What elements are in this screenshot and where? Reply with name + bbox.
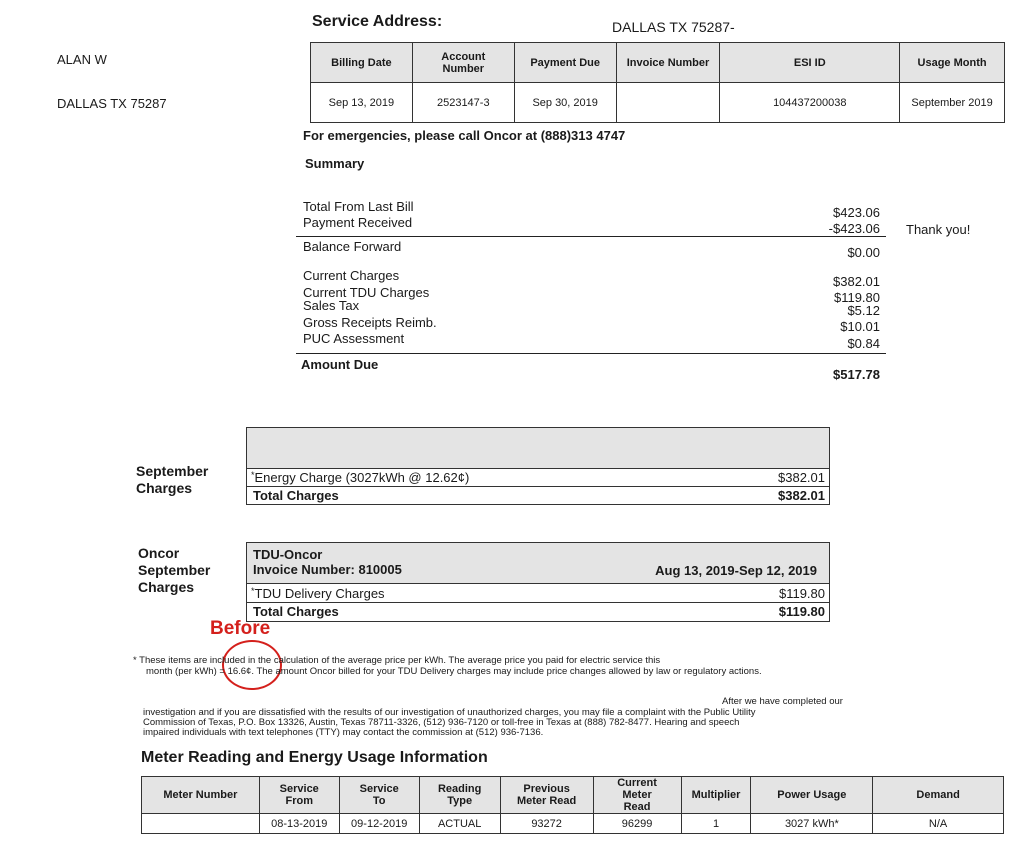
service-address-label: Service Address: [312, 13, 443, 30]
reading-type-value: ACTUAL [419, 814, 500, 834]
summary-divider-1 [296, 236, 886, 237]
energy-charge-value: $382.01 [778, 470, 825, 485]
invoice-number-value [616, 83, 720, 123]
puc-assessment-value: $0.84 [847, 336, 880, 351]
current-tdu-value: $119.80 [833, 290, 880, 305]
meter-number-header: Meter Number [142, 777, 260, 814]
service-to-value: 09-12-2019 [339, 814, 419, 834]
current-meter-read-value: 96299 [593, 814, 681, 834]
energy-charge-marker: * [251, 470, 255, 480]
service-address-value: DALLAS TX 75287- [612, 19, 735, 35]
payment-received-value: -$423.06 [828, 221, 880, 236]
current-charges-label: Current Charges [303, 268, 400, 283]
total-from-last-bill-label: Total From Last Bill [303, 199, 414, 214]
energy-charge-row [251, 470, 469, 485]
puc-assessment-label: PUC Assessment [303, 331, 405, 346]
esi-id-value: 104437200038 [720, 83, 900, 123]
total-from-last-bill-value: $423.06 [833, 205, 880, 220]
before-annotation-label: Before [210, 618, 271, 639]
power-usage-value: 3027 kWh* [751, 814, 873, 834]
payment-due-header: Payment Due [514, 43, 616, 83]
multiplier-value: 1 [681, 814, 751, 834]
amount-due-value: $517.78 [833, 367, 880, 382]
oncor-charges-title [138, 545, 210, 596]
power-usage-header: Power Usage [751, 777, 873, 814]
september-charges-title-line1: September [136, 463, 209, 479]
current-meter-read-header: Current Meter Read [593, 777, 681, 814]
multiplier-header: Multiplier [681, 777, 751, 814]
tdu-delivery-row [251, 586, 385, 601]
service-to-header: Service To [339, 777, 419, 814]
previous-meter-read-header: Previous Meter Read [500, 777, 593, 814]
customer-name: ALAN W [57, 52, 107, 67]
payment-received-label: Payment Received [303, 215, 413, 230]
tdu-delivery-marker: * [251, 586, 255, 596]
service-from-header: Service From [259, 777, 339, 814]
september-charges-box [246, 427, 830, 505]
previous-meter-read-value: 93272 [500, 814, 593, 834]
customer-city: DALLAS TX 75287 [57, 96, 167, 111]
sales-tax-label: Sales Tax [303, 298, 360, 313]
gross-receipts-value: $10.01 [840, 319, 880, 334]
energy-charge-label: Energy Charge (3027kWh @ 12.62¢) [254, 470, 470, 485]
summary-title: Summary [305, 156, 365, 171]
usage-month-value: September 2019 [900, 83, 1005, 123]
oncor-charges-title-line1: Oncor [138, 545, 180, 561]
current-tdu-label: Current TDU Charges [303, 285, 430, 300]
current-charges-value: $382.01 [833, 274, 880, 289]
footnote-line-3: After we have completed our [722, 696, 843, 707]
oncor-invoice-number: Invoice Number: 810005 [253, 562, 402, 577]
meter-reading-table [141, 776, 1004, 834]
reading-type-header: Reading Type [419, 777, 500, 814]
september-charges-title-line2: Charges [136, 480, 193, 496]
september-total-value: $382.01 [778, 488, 825, 503]
tdu-delivery-value: $119.80 [778, 586, 825, 601]
meter-number-value [142, 814, 260, 834]
payment-due-value: Sep 30, 2019 [514, 83, 616, 123]
amount-due-label: Amount Due [301, 357, 379, 372]
oncor-charges-title-line3: Charges [138, 579, 195, 595]
oncor-provider: TDU-Oncor [253, 547, 323, 562]
service-from-value: 08-13-2019 [259, 814, 339, 834]
energy-row-divider [247, 486, 829, 487]
account-number-header: Account Number [412, 43, 514, 83]
tdu-delivery-label: TDU Delivery Charges [254, 586, 385, 601]
invoice-number-header: Invoice Number [616, 43, 720, 83]
footnote-line-1: * These items are included in the calculation of the average price per kWh. The average price you paid for electric service this [133, 655, 661, 666]
oncor-total-label: Total Charges [253, 604, 339, 619]
thank-you-text: Thank you! [906, 222, 971, 237]
billing-date-header: Billing Date [311, 43, 413, 83]
september-total-label: Total Charges [253, 488, 339, 503]
usage-month-header: Usage Month [900, 43, 1005, 83]
footnote-line-5: Commission of Texas, P.O. Box 13326, Austin, Texas 78711-3326, (512) 936-7120 or toll-free in Texas at (888) 782-8477. Hearing and speech [143, 717, 740, 728]
esi-id-header: ESI ID [720, 43, 900, 83]
summary-divider-2 [296, 353, 886, 354]
tdu-row-divider [247, 602, 829, 603]
gross-receipts-label: Gross Receipts Reimb. [303, 315, 437, 330]
oncor-charges-title-line2: September [138, 562, 211, 578]
sales-tax-value: $5.12 [847, 303, 880, 318]
emergency-notice: For emergencies, please call Oncor at (888)313 4747 [303, 128, 626, 143]
meter-section-title: Meter Reading and Energy Usage Information [141, 749, 488, 766]
billing-info-table [310, 42, 1005, 123]
footnote-line-2: month (per kWh) = 16.6¢. The amount Oncor billed for your TDU Delivery charges may include price changes allowed by law or regulatory actions. [146, 666, 762, 677]
footnote-line-4: investigation and if you are dissatisfied with the results of our investigation of unauthorized charges, you may file a complaint with the Public Utility [143, 707, 756, 718]
september-charges-header-bar [247, 428, 829, 469]
september-charges-title [136, 463, 208, 497]
oncor-total-value: $119.80 [778, 604, 825, 619]
footnote-line-6: impaired individuals with text telephones (TTY) may contact the commission at (512) 936-7136. [143, 727, 544, 738]
oncor-service-period: Aug 13, 2019-Sep 12, 2019 [655, 563, 817, 578]
oncor-charges-box [246, 542, 830, 622]
demand-value: N/A [873, 814, 1004, 834]
account-number-value: 2523147-3 [412, 83, 514, 123]
balance-forward-label: Balance Forward [303, 239, 402, 254]
balance-forward-value: $0.00 [847, 245, 880, 260]
billing-date-value: Sep 13, 2019 [311, 83, 413, 123]
demand-header: Demand [873, 777, 1004, 814]
